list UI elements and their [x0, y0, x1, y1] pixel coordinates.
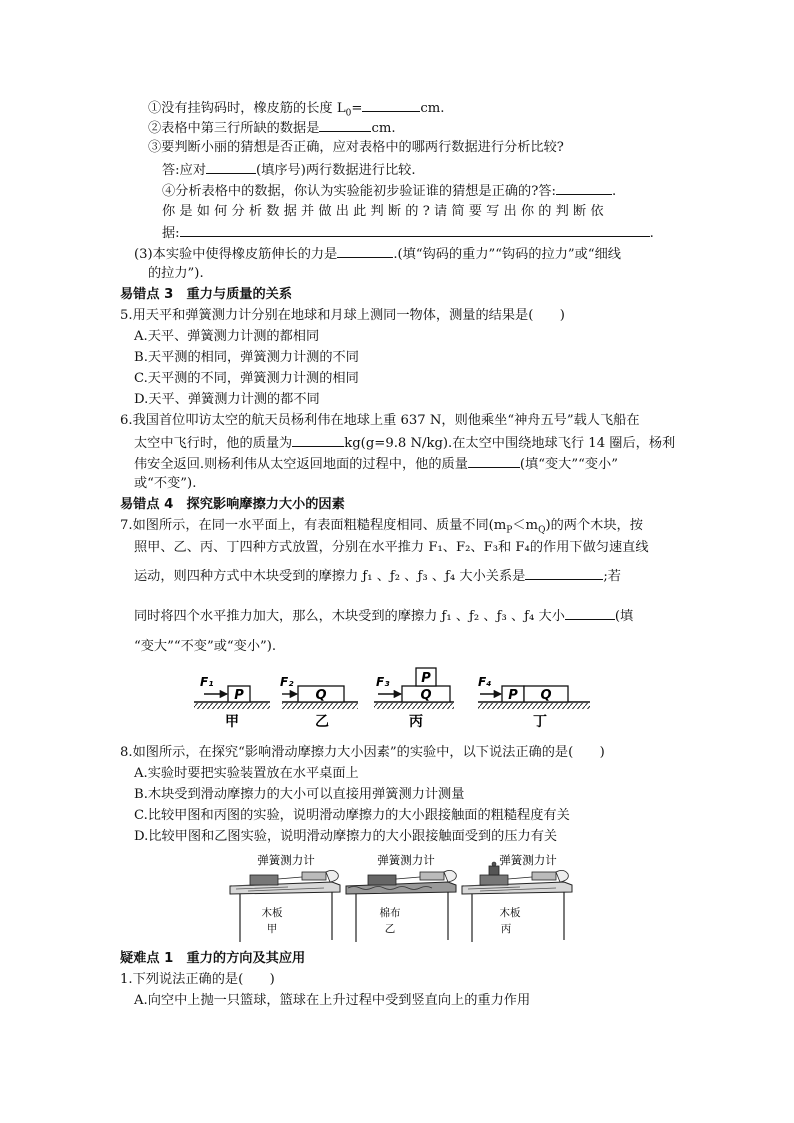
q-item-4-reason-cont: 据: . [162, 223, 654, 243]
answer-blank[interactable] [292, 433, 344, 447]
panel-jia [230, 853, 340, 942]
wooden-block [368, 875, 396, 885]
answer-blank[interactable] [362, 98, 420, 112]
block-p-label: P [421, 671, 431, 686]
hand [444, 870, 456, 882]
option-d: D.天平、弹簧测力计测的都不同 [134, 392, 320, 407]
force-label: F₄ [478, 675, 492, 689]
question-6-line1: 6.我国首位叩访太空的航天员杨利伟在地球上重 637 N，则他乘坐“神舟五号”载人飞船在 [120, 413, 640, 428]
spring-scale-label: 弹簧测力计 [499, 853, 557, 867]
ground-hatch [374, 703, 454, 709]
spring-scale [532, 872, 556, 880]
answer-blank[interactable] [206, 160, 256, 174]
question-7-line1: 7.如图所示，在同一水平面上，有表面粗糙程度相同、质量不同$(m_P<m_Q)$的两个木块，按 [120, 518, 643, 536]
question-6-line3: 伟安全返回.则杨利伟从太空返回地面的过程中，他的质量 (填“变大”“变小” [134, 454, 618, 474]
option-c: C.比较甲图和丙图的实验，说明滑动摩擦力的大小跟接触面的粗糙程度有关 [134, 808, 570, 823]
spring-scale-experiment-figure [228, 852, 578, 944]
force-label: F₃ [376, 675, 390, 689]
force-label: F₂ [280, 675, 294, 689]
question-6-line4: 或“不变”). [134, 476, 197, 491]
question-7-line4: 同时将四个水平推力加大，那么，木块受到的摩擦力 ƒ₁ 、ƒ₂ 、ƒ₃ 、ƒ₄ 大小 (填 [134, 606, 633, 626]
surface-label: 木板 [261, 907, 283, 919]
setup-yi [280, 675, 358, 730]
string [508, 877, 532, 879]
ground-hatch [282, 703, 358, 709]
ground-hatch [478, 703, 590, 709]
cotton-cloth [346, 882, 456, 894]
answer-blank[interactable] [319, 118, 371, 132]
option-a: A.实验时要把实验装置放在水平桌面上 [134, 766, 359, 781]
caption: 乙 [315, 714, 329, 730]
block-q-label: Q [540, 688, 552, 703]
surface-label: 木板 [499, 907, 521, 919]
question-7-line5: “变大”“不变”或“变小”). [134, 639, 277, 654]
q-part-3: (3)本实验中使得橡皮筋伸长的力是 .(填“钩码的重力”“钩码的拉力”或“细线 [134, 244, 621, 264]
option-a: A.向空中上抛一只篮球，篮球在上升过程中受到竖直向上的重力作用 [134, 993, 531, 1008]
setup-bing [374, 668, 454, 730]
q-item-4: ④分析表格中的数据，你认为实验能初步验证谁的猜想是正确的?答: . [162, 181, 616, 201]
block-q-label: Q [420, 688, 432, 703]
spring-scale [302, 872, 326, 880]
question-5-stem: 5.用天平和弹簧测力计分别在地球和月球上测同一物体，测量的结果是( ) [120, 308, 565, 323]
setup-jia [194, 675, 270, 730]
string [278, 877, 302, 879]
block-p-label: P [508, 688, 518, 703]
question-7-line3: 运动，则四种方式中木块受到的摩擦力 ƒ₁ 、ƒ₂ 、ƒ₃ 、ƒ₄ 大小关系是 ;若 [134, 566, 621, 586]
question-7-line2: 照甲、乙、丙、丁四种方式放置，分别在水平推力 F₁、F₂、F₃和 F₄的作用下做匀速直线 [134, 540, 649, 555]
caption: 乙 [384, 923, 396, 935]
option-a: A.天平、弹簧测力计测的都相同 [134, 329, 320, 344]
spring-scale-label: 弹簧测力计 [377, 853, 435, 867]
spring-scale-label: 弹簧测力计 [257, 853, 315, 867]
q-item-4-reason: 你 是 如 何 分 析 数 据 并 做 出 此 判 断 的 ? 请 简 要 写 出 你 的 判 断 依 [162, 204, 604, 219]
section-heading: 疑难点 1 重力的方向及其应用 [120, 951, 306, 966]
caption: 丁 [533, 714, 547, 730]
caption: 甲 [225, 714, 239, 730]
block-p-label: P [234, 688, 244, 703]
q-item-2: ②表格中第三行所缺的数据是 cm. [148, 118, 396, 138]
ground-hatch [194, 703, 270, 709]
answer-blank[interactable] [468, 454, 520, 468]
setup-ding [478, 675, 590, 730]
section-heading: 易错点 4 探究影响摩擦力大小的因素 [120, 497, 345, 512]
caption: 甲 [266, 923, 278, 935]
spring-scale [420, 872, 444, 880]
q-part-3-cont: 的拉力”). [148, 266, 204, 281]
answer-blank[interactable] [556, 181, 612, 195]
caption: 丙 [500, 923, 512, 935]
string [396, 877, 420, 879]
option-b: B.木块受到滑动摩擦力的大小可以直接用弹簧测力计测量 [134, 787, 465, 802]
hand [326, 870, 338, 882]
q-item-3: ③要判断小丽的猜想是否正确，应对表格中的哪两行数据进行分析比较? [148, 140, 564, 155]
question-8-stem: 8.如图所示，在探究“影响滑动摩擦力大小因素”的实验中，以下说法正确的是( ) [120, 745, 605, 760]
friction-setups-figure [190, 664, 610, 734]
answer-blank[interactable] [180, 223, 650, 237]
weight [489, 866, 499, 875]
force-label: F₁ [200, 675, 214, 689]
q-item-1: ①没有挂钩码时，橡皮筋的长度 $L_0=$ cm. [148, 98, 444, 123]
weight-knob [492, 862, 496, 866]
option-d: D.比较甲图和乙图实验，说明滑动摩擦力的大小跟接触面受到的压力有关 [134, 829, 558, 844]
option-c: C.天平测的不同，弹簧测力计测的相同 [134, 371, 359, 386]
hand [556, 870, 568, 882]
q-item-3-answer: 答:应对 (填序号)两行数据进行比较. [162, 160, 416, 180]
question-6-line2: 太空中飞行时，他的质量为 kg(g=9.8 N/kg).在太空中围绕地球飞行 14 圈后，杨利 [134, 433, 675, 453]
answer-blank[interactable] [337, 244, 393, 258]
panel-bing [462, 853, 572, 942]
answer-blank[interactable] [525, 566, 603, 580]
panel-yi [346, 853, 456, 942]
option-b: B.天平测的相同，弹簧测力计测的不同 [134, 350, 359, 365]
answer-blank[interactable] [565, 606, 615, 620]
question-d1-stem: 1.下列说法正确的是( ) [120, 972, 275, 987]
wooden-block [480, 875, 508, 885]
section-heading: 易错点 3 重力与质量的关系 [120, 287, 293, 302]
surface-label: 棉布 [379, 907, 401, 919]
caption: 丙 [409, 714, 423, 730]
wooden-block [250, 875, 278, 885]
block-q-label: Q [315, 688, 327, 703]
